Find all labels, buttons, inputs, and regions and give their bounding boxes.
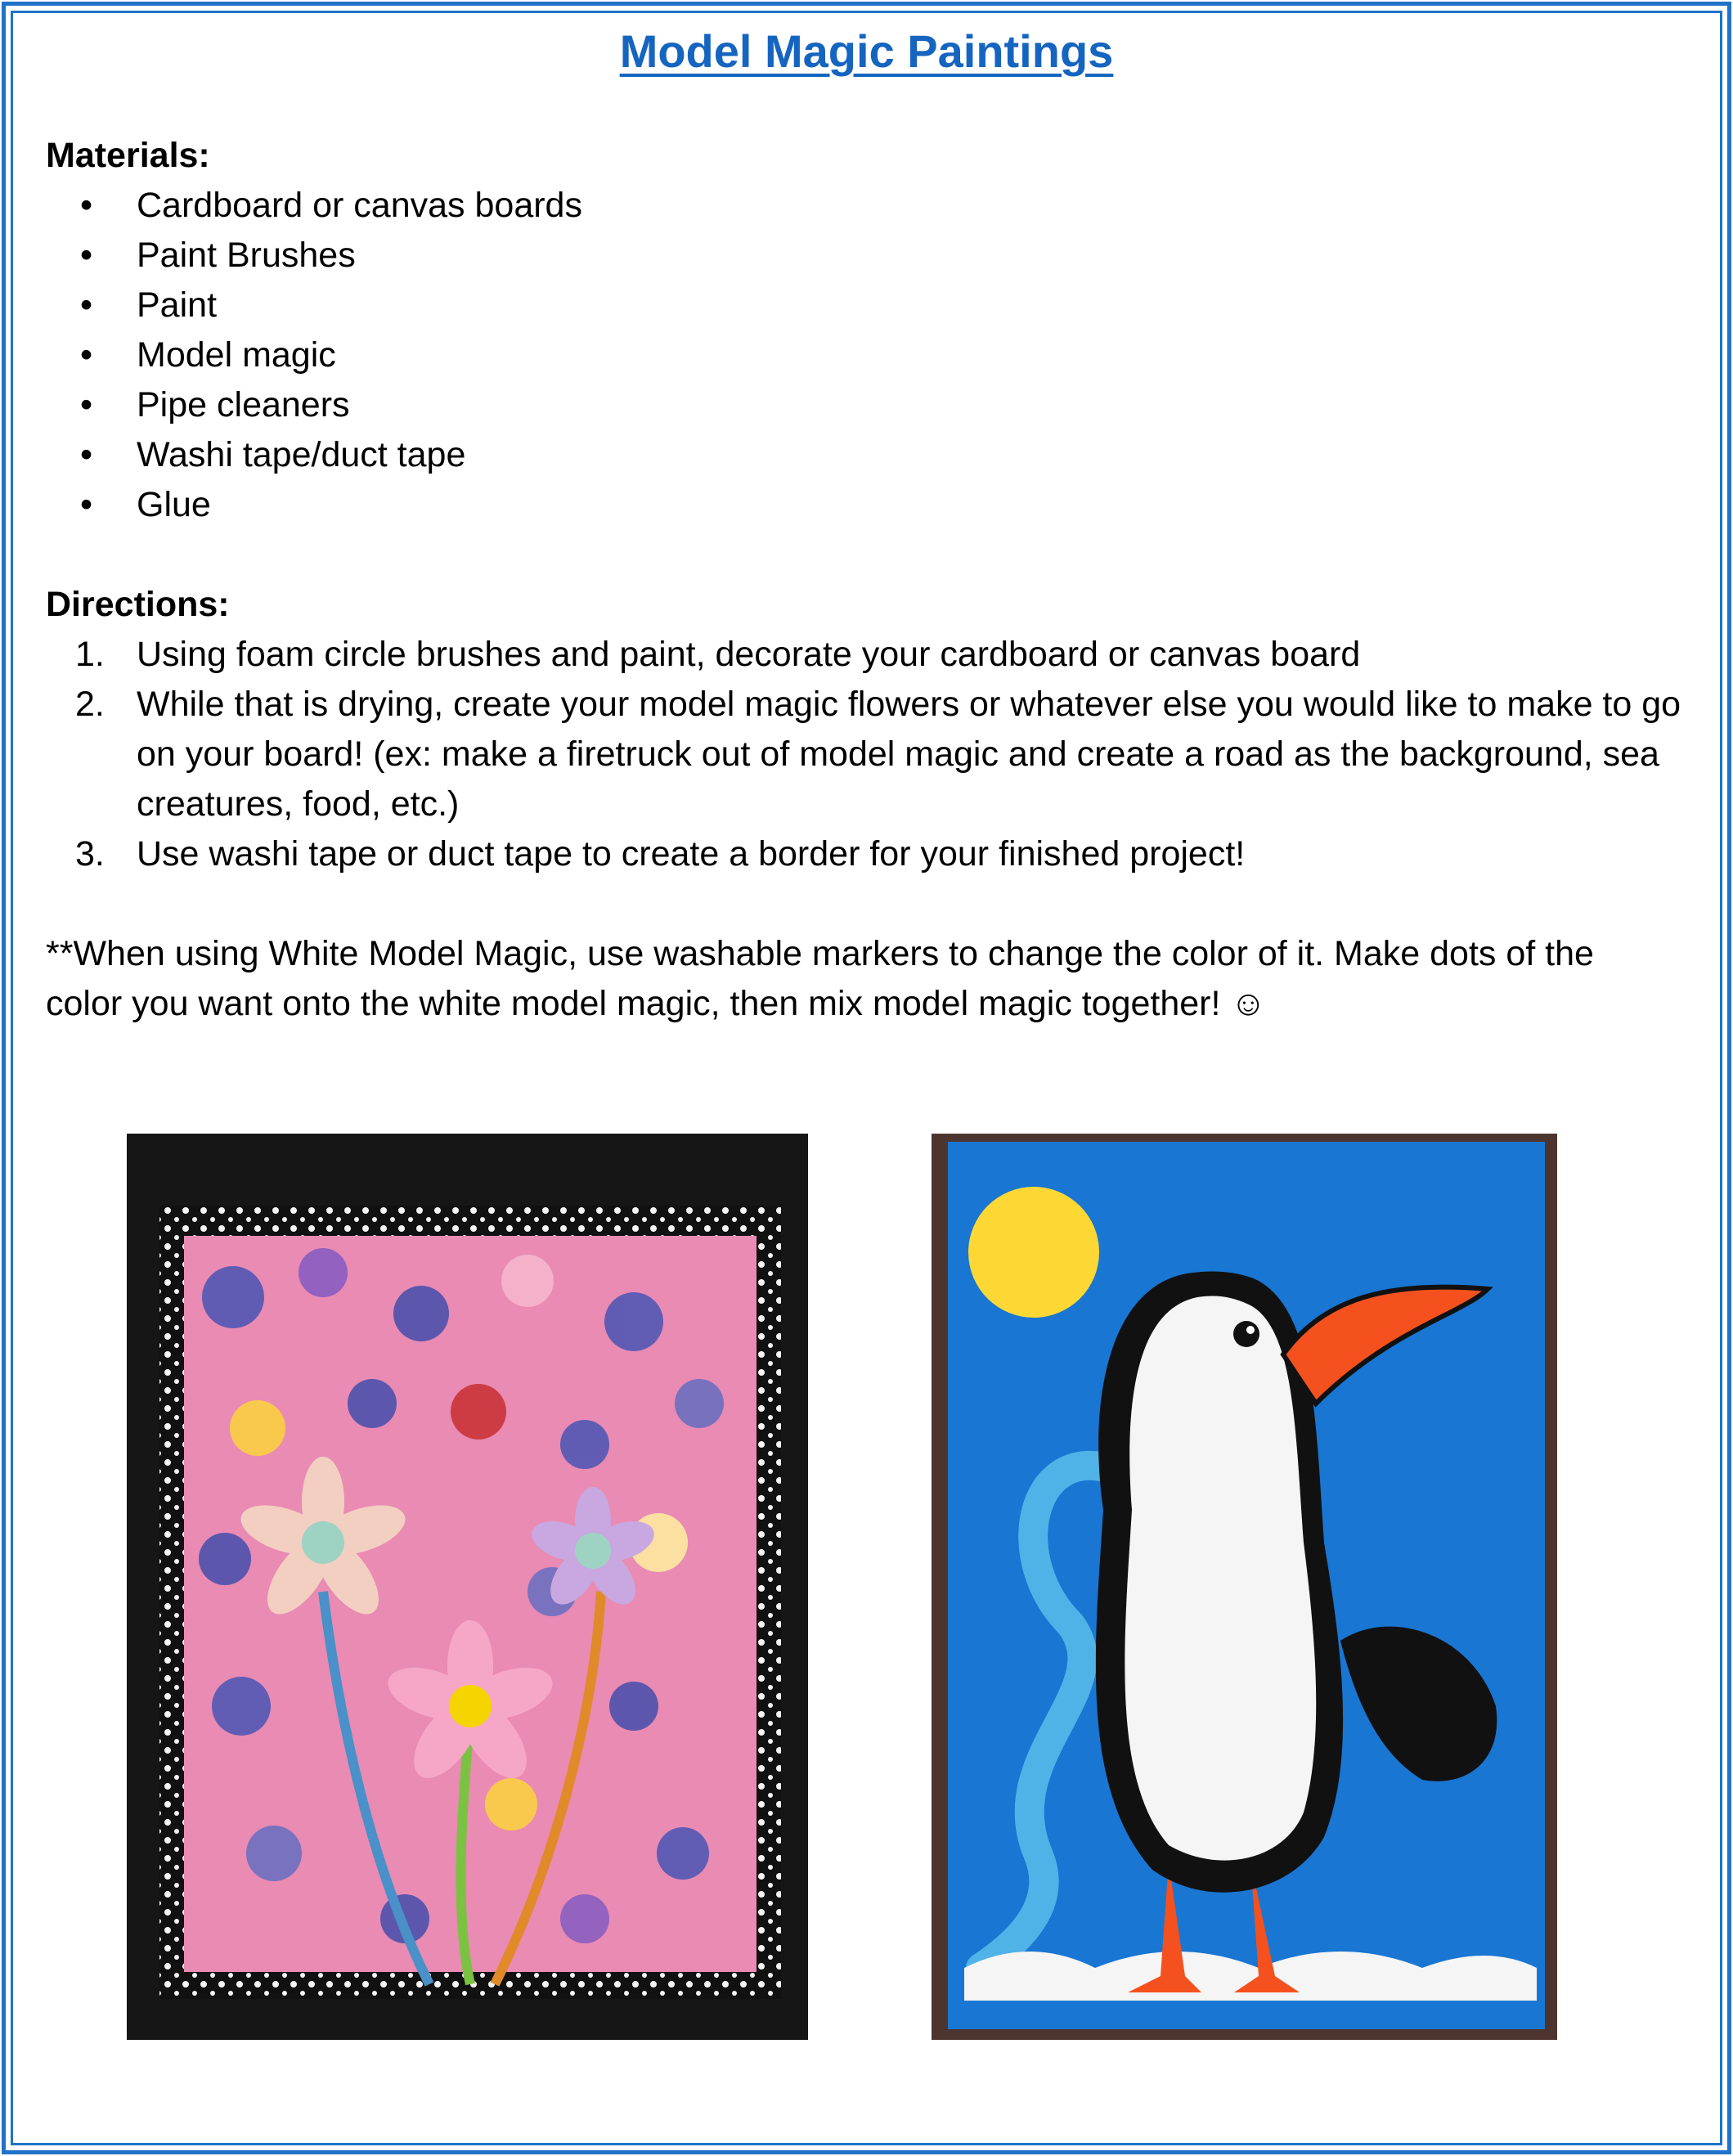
list-item xyxy=(46,680,1681,829)
material-text: Paint Brushes xyxy=(137,236,356,275)
page-title: Model Magic Paintings xyxy=(619,25,1114,77)
step-text: While that is drying, create your model magic flowers or whatever else you would like to make to go on your board! (ex: make a firetruck out of model magic and create a road as the background, sea creatures, food, etc.) xyxy=(137,685,1681,824)
list-item xyxy=(46,829,1681,879)
step-text: Use washi tape or duct tape to create a border for your finished project! xyxy=(137,834,1246,874)
bullet-icon: • xyxy=(80,186,93,225)
list-item xyxy=(46,380,1681,430)
list-item xyxy=(46,480,1681,530)
material-text: Paint xyxy=(137,285,218,325)
material-text: Washi tape/duct tape xyxy=(137,435,466,474)
bullet-icon: • xyxy=(80,236,93,275)
penguin-artwork-image xyxy=(932,1134,1557,2040)
spacer xyxy=(46,530,1681,580)
penguin-artwork-photo xyxy=(932,1134,1557,2040)
step-number: 2. xyxy=(75,685,105,724)
list-item xyxy=(46,430,1681,480)
flower-artwork-photo xyxy=(127,1134,808,2040)
bullet-icon: • xyxy=(80,385,93,424)
material-text: Cardboard or canvas boards xyxy=(137,186,582,225)
directions-heading: Directions: xyxy=(46,585,230,624)
list-item xyxy=(46,231,1681,281)
directions-list xyxy=(46,630,1681,879)
list-item xyxy=(46,181,1681,231)
step-number: 1. xyxy=(75,635,105,674)
list-item xyxy=(46,281,1681,330)
materials-heading: Materials: xyxy=(46,136,210,175)
step-number: 3. xyxy=(75,834,105,874)
bullet-icon: • xyxy=(80,335,93,375)
step-text: Using foam circle brushes and paint, decorate your cardboard or canvas board xyxy=(137,635,1361,674)
bullet-icon: • xyxy=(80,485,93,524)
flower-artwork-image xyxy=(127,1134,808,2040)
bullet-icon: • xyxy=(80,435,93,474)
document-body xyxy=(46,131,1681,1029)
list-item xyxy=(46,630,1681,680)
list-item xyxy=(46,330,1681,380)
tip-note: **When using White Model Magic, use washable markers to change the color of it. Make dots of the color you want onto the white model magic, then mix model magic together! ☺ xyxy=(46,934,1594,1023)
material-text: Glue xyxy=(137,485,211,524)
material-text: Model magic xyxy=(137,335,336,375)
material-text: Pipe cleaners xyxy=(137,385,350,424)
materials-list xyxy=(46,181,1681,530)
bullet-icon: • xyxy=(80,285,93,325)
